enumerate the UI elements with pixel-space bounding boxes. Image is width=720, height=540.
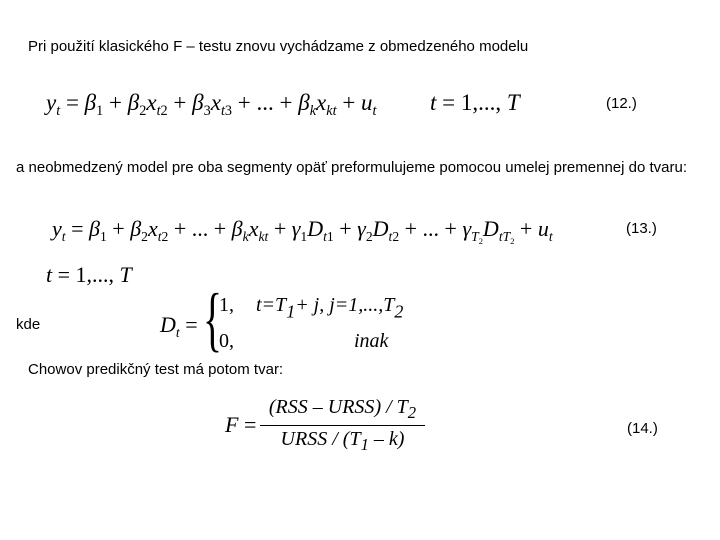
intro-text: Pri použití klasického F – testu znovu vychádzame z obmedzeného modelu xyxy=(28,38,529,55)
kde-label: kde xyxy=(16,316,41,333)
equation-12 xyxy=(46,90,377,119)
eq13-range: t = 1,..., T xyxy=(46,262,132,287)
dummy-case1-value: 1, xyxy=(219,294,234,316)
eq14-lhs: F = xyxy=(225,412,257,437)
dummy-case2-value: 0, xyxy=(219,330,234,352)
eq12-range: t = 1,..., T xyxy=(430,90,520,115)
dummy-case1-condition: $t=T_1+ j$, $j=1,...,T_2$ xyxy=(256,294,404,322)
paragraph-text: a neobmedzený model pre oba segmenty opäť preformulujeme pomocou umelej premennej do tvaru: xyxy=(16,159,688,176)
eq14-number: (14.) xyxy=(627,420,658,437)
eq13-number: (13.) xyxy=(626,220,657,237)
eq12-number: (12.) xyxy=(606,95,637,112)
dummy-case2-condition: inak xyxy=(354,330,389,352)
left-brace-icon: { xyxy=(203,279,223,359)
eq14-denominator: URSS / $(T_1 - k)$ xyxy=(280,428,405,454)
eq12-model: $y_t = \beta_1 + \beta_2x_{t2} + \beta_3x_{t3}$ + ... + $\beta_kx_{kt} + u_t$ xyxy=(46,90,377,119)
eq14-fraction xyxy=(260,396,425,455)
dummy-lhs: $D_t$ = xyxy=(160,312,198,340)
eq14-numerator: (RSS – URSS) / $T_2$ xyxy=(268,396,417,422)
equation-13: $y_t = \beta_1 + \beta_2x_{t2}$ + ... + $\beta_kx_{kt} + \gamma_1D_{t1} + \gamma_2D_{t2}$ + ... + $\gamma_{T_2}D_{tT_2} + u_t$ xyxy=(52,216,553,246)
chow-text: Chowov predikčný test má potom tvar: xyxy=(28,361,284,378)
fraction-bar xyxy=(260,425,425,426)
